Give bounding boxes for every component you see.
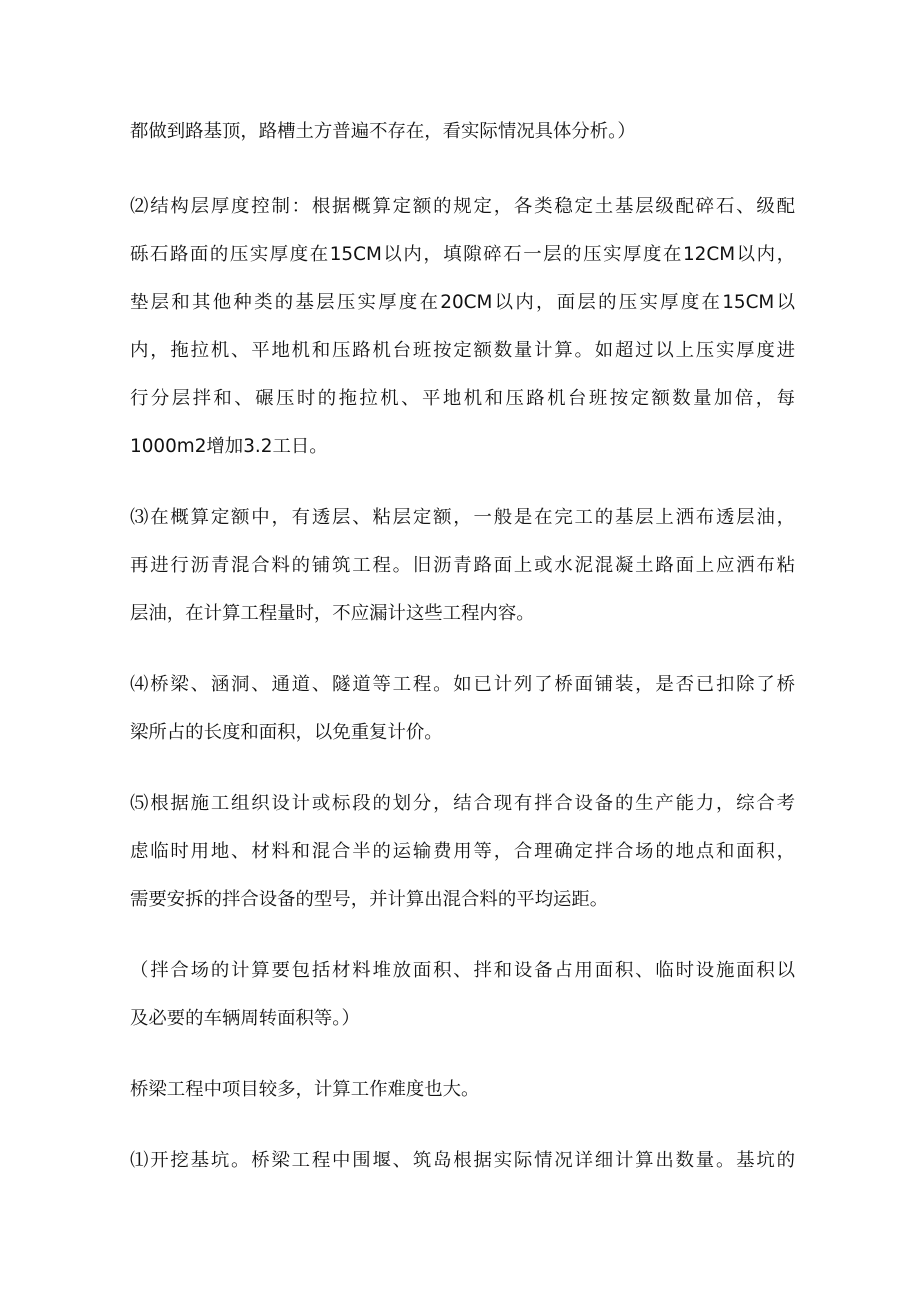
text-line-17: 及必要的车辆周转面积等。）	[130, 1008, 360, 1029]
text-line-16: （拌合场的计算要包括材料堆放面积、拌和设备占用面积、临时设施面积以	[130, 960, 795, 981]
text-line-3: 砾石路面的压实厚度在15CM以内，填隙碎石一层的压实厚度在12CM以内，	[130, 244, 795, 265]
text-line-6: 行分层拌和、碾压时的拖拉机、平地机和压路机台班按定额数量加倍，每	[130, 388, 795, 409]
text-line-4: 垫层和其他种类的基层压实厚度在20CM以内，面层的压实厚度在15CM以	[130, 292, 795, 313]
text-line-12: 梁所占的长度和面积，以免重复计价。	[130, 722, 443, 743]
document-page	[130, 0, 795, 1301]
text-line-13: ⑸根据施工组织设计或标段的划分，结合现有拌合设备的生产能力，综合考	[130, 793, 795, 814]
text-line-8: ⑶在概算定额中，有透层、粘层定额，一般是在完工的基层上洒布透层油，	[130, 507, 795, 528]
text-line-14: 虑临时用地、材料和混合半的运输费用等，合理确定拌合场的地点和面积，	[130, 841, 795, 862]
text-line-2: ⑵结构层厚度控制：根据概算定额的规定，各类稳定土基层级配碎石、级配	[130, 196, 795, 217]
text-line-1: 都做到路基顶，路槽土方普遍不存在，看实际情况具体分析。）	[130, 121, 636, 142]
text-line-18: 桥梁工程中项目较多，计算工作难度也大。	[130, 1079, 480, 1100]
text-line-11: ⑷桥梁、涵洞、通道、隧道等工程。如已计列了桥面铺装，是否已扣除了桥	[130, 674, 795, 695]
text-line-5: 内，拖拉机、平地机和压路机台班按定额数量计算。如超过以上压实厚度进	[130, 340, 795, 361]
text-line-15: 需要安拆的拌合设备的型号，并计算出混合料的平均运距。	[130, 889, 609, 910]
text-line-10: 层油，在计算工程量时，不应漏计这些工程内容。	[130, 603, 535, 624]
text-line-19: ⑴开挖基坑。桥梁工程中围堰、筑岛根据实际情况详细计算出数量。基坑的	[130, 1150, 795, 1171]
text-line-9: 再进行沥青混合料的铺筑工程。旧沥青路面上或水泥混凝土路面上应洒布粘	[130, 555, 795, 576]
text-line-7: 1000m2增加3.2工日。	[130, 436, 328, 457]
